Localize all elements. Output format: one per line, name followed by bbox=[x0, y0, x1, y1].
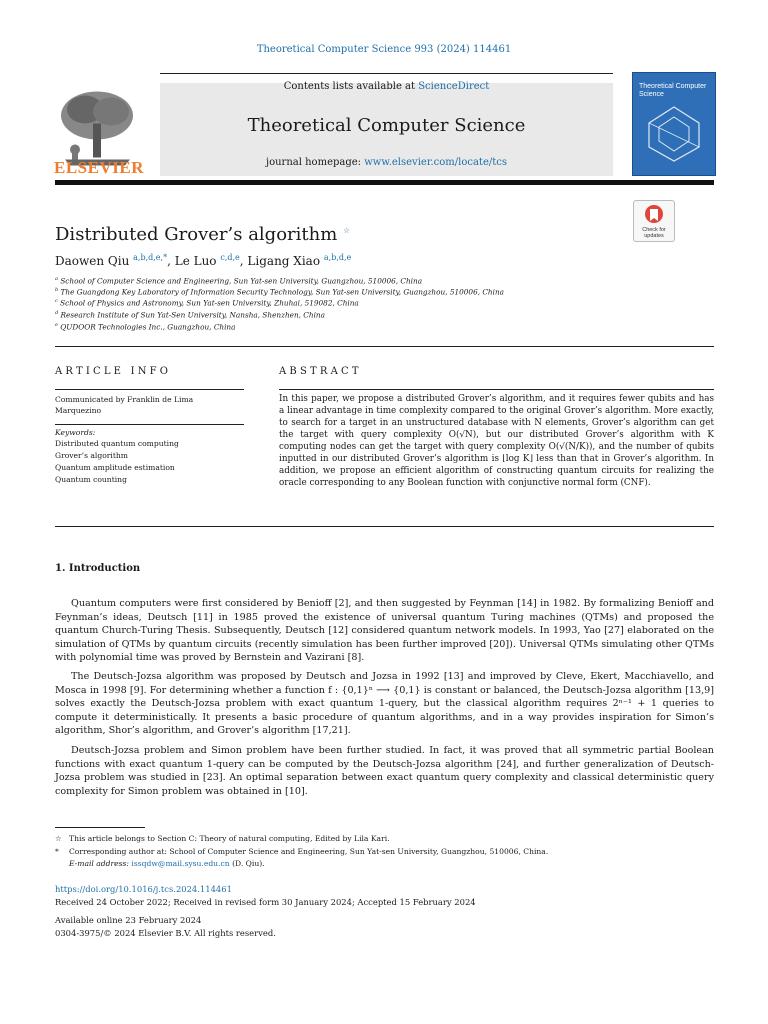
keywords-rule bbox=[55, 424, 244, 425]
affiliation bbox=[55, 287, 504, 296]
section-divider bbox=[55, 346, 714, 347]
affiliation-text: The Guangdong Key Laboratory of Information Security Technology, Sun Yat-sen University, Guangzhou, 510006, China bbox=[60, 287, 505, 297]
paper-title bbox=[55, 224, 350, 245]
footnote-corresponding bbox=[55, 846, 548, 857]
author-affiliation-marks[interactable]: a,b,d,e,* bbox=[133, 253, 168, 262]
paper-title-text: Distributed Grover’s algorithm bbox=[55, 224, 338, 245]
affiliation-text: School of Computer Science and Engineering, Sun Yat-sen University, Guangzhou, 510006, China bbox=[60, 276, 423, 286]
author-name[interactable]: Le Luo bbox=[174, 254, 217, 268]
intro-paragraph: Quantum computers were first considered by Benioff [2], and then suggested by Feynman [14] in 1982. By formalizing Benioff and Feynman’s ideas, Deutsch [11] in 1985 proved the existence of universal quantum Turing machines (QTMs) and proposed the quantum Church-Turing Thesis. Subsequently, Deutsch [12] considered quantum network models. In 1993, Yao [27] elaborated on the simulation of QTMs by quantum circuits (recently simulation has been further improved [20]). Universal QTMs simulating other QTMs with polynomial time was proved by Bernstein and Vazirani [8]. bbox=[55, 598, 714, 663]
check-updates-icon bbox=[644, 204, 664, 226]
footnote-email bbox=[69, 858, 265, 869]
keyword: Quantum counting bbox=[55, 475, 127, 484]
article-info-heading: ARTICLE INFO bbox=[55, 366, 172, 377]
homepage-line bbox=[160, 157, 613, 168]
keyword: Distributed quantum computing bbox=[55, 439, 179, 448]
affiliation-mark: d bbox=[55, 310, 59, 316]
affiliation bbox=[55, 298, 359, 307]
email-suffix: (D. Qiu). bbox=[232, 859, 265, 868]
doi-link[interactable]: https://doi.org/10.1016/j.tcs.2024.114461 bbox=[55, 884, 232, 894]
cover-title: Theoretical Computer Science bbox=[639, 83, 707, 98]
author-affiliation-marks[interactable]: a,b,d,e bbox=[323, 253, 352, 262]
check-updates-label: Check for updates bbox=[642, 227, 666, 239]
contents-line bbox=[160, 81, 613, 92]
keyword: Grover’s algorithm bbox=[55, 451, 128, 460]
footnote-corr-mark: * bbox=[55, 847, 59, 856]
keywords-label: Keywords: bbox=[55, 428, 96, 437]
author-name[interactable]: Daowen Qiu bbox=[55, 254, 130, 268]
section-divider bbox=[55, 526, 714, 527]
affiliation bbox=[55, 322, 236, 331]
keyword: Quantum amplitude estimation bbox=[55, 463, 175, 472]
homepage-prefix: journal homepage: bbox=[266, 157, 365, 168]
abstract-text: In this paper, we propose a distributed Grover’s algorithm, and it requires fewer qubits and has a linear advantage in time complexity compared to the original Grover’s algorithm. More exactly, to search for a target in an unstructured database with N elements, Grover’s algorithm can get the target with query complexity O(√N), but our distributed Grover’s algorithm with K computing nodes can get the target with query complexity O(√(N/K)), and the number of qubits inputted in our distributed Grover’s algorithm is ⌊log K⌋ less than that in Grover’s algorithm. In addition, we propose an efficient algorithm of constructing quantum circuits for realizing the oracle corresponding to any Boolean function with conjunctive normal form (CNF). bbox=[279, 394, 714, 488]
journal-title: Theoretical Computer Science bbox=[247, 115, 526, 136]
intro-paragraph: Deutsch-Jozsa problem and Simon problem have been further studied. In fact, it was proved that all symmetric partial Boolean functions with exact quantum 1-query can be computed by the Deutsch-Jozsa algorithm [24], and further generalization of Deutsch-Jozsa problem was studied in [23]. An optimal separation between exact quantum query complexity and classical deterministic query complexity for Simon problem was obtained in [10]. bbox=[55, 745, 714, 797]
footnote-star-mark: ☆ bbox=[55, 834, 62, 843]
intro-paragraph: The Deutsch-Jozsa algorithm was proposed by Deutsch and Jozsa in 1992 [13] and improved by Cleve, Ekert, Macchiavello, and Mosca in 1998 [9]. For determining whether a function f : {0,1}ⁿ ⟶ {0,1} is constant or balanced, the Deutsch-Jozsa algorithm [13,9] solves exactly the Deutsch-Jozsa problem with exact quantum 1-query, but the classical algorithm requires 2ⁿ⁻¹ + 1 queries to compute it deterministically. It presents a basic procedure of quantum algorithms, and in a way provides inspiration for Simon’s algorithm, Shor’s algorithm, and Grover’s algorithm [17,21]. bbox=[55, 671, 714, 736]
contents-prefix: Contents lists available at bbox=[283, 81, 419, 92]
sciencedirect-link[interactable]: ScienceDirect bbox=[418, 81, 490, 92]
journal-cover[interactable] bbox=[632, 72, 716, 176]
abstract-heading: ABSTRACT bbox=[279, 366, 362, 377]
copyright: 0304-3975/© 2024 Elsevier B.V. All rights reserved. bbox=[55, 928, 276, 938]
author-list: Daowen Qiu $^{a,b,d,e,*}$, Le Luo $^{c,d,e}$, Ligang Xiao $^{a,b,d,e}$ bbox=[55, 253, 352, 268]
cover-diagram-image bbox=[643, 103, 705, 165]
affiliation-mark: c bbox=[55, 298, 58, 304]
section-heading-introduction: 1. Introduction bbox=[55, 563, 141, 574]
email-link[interactable]: issqdw@mail.sysu.edu.cn bbox=[131, 859, 230, 868]
article-info-rule bbox=[55, 389, 244, 390]
affiliation-mark: e bbox=[55, 322, 58, 328]
title-footnote-star-icon[interactable]: ☆ bbox=[343, 226, 351, 235]
footnote-star-text: This article belongs to Section C: Theory of natural computing, Edited by Lila Kari. bbox=[69, 834, 390, 843]
affiliation-text: School of Physics and Astronomy, Sun Yat-sen University, Zhuhai, 519082, China bbox=[60, 298, 359, 308]
header-thick-rule bbox=[55, 180, 714, 185]
affiliation bbox=[55, 310, 325, 319]
abstract-rule bbox=[279, 389, 714, 390]
affiliation-mark: a bbox=[55, 276, 58, 282]
available-online: Available online 23 February 2024 bbox=[55, 915, 202, 925]
communicated-by: Communicated by Franklin de Lima Marquezino bbox=[55, 395, 194, 415]
footnote-corr-text: Corresponding author at: School of Computer Science and Engineering, Sun Yat-sen University, Guangzhou, 510006, China. bbox=[69, 847, 549, 856]
footnote-rule bbox=[55, 827, 145, 828]
header-top-rule bbox=[160, 73, 613, 74]
author-affiliation-marks[interactable]: c,d,e bbox=[220, 253, 240, 262]
received-dates: Received 24 October 2022; Received in revised form 30 January 2024; Accepted 15 February 2024 bbox=[55, 897, 476, 907]
journal-citation[interactable]: Theoretical Computer Science 993 (2024) 114461 bbox=[256, 44, 512, 55]
homepage-link[interactable]: www.elsevier.com/locate/tcs bbox=[364, 157, 507, 168]
affiliation-mark: b bbox=[55, 287, 59, 293]
email-label: E-mail address: bbox=[69, 859, 129, 868]
author-name[interactable]: Ligang Xiao bbox=[247, 254, 321, 268]
check-for-updates-button[interactable] bbox=[633, 200, 675, 242]
affiliation-text: QUDOOR Technologies Inc., Guangzhou, China bbox=[60, 322, 236, 332]
affiliation-text: Research Institute of Sun Yat-Sen University, Nansha, Shenzhen, China bbox=[60, 310, 325, 320]
affiliation bbox=[55, 276, 422, 285]
footnote-section bbox=[55, 833, 390, 844]
elsevier-wordmark: ELSEVIER bbox=[54, 158, 144, 177]
